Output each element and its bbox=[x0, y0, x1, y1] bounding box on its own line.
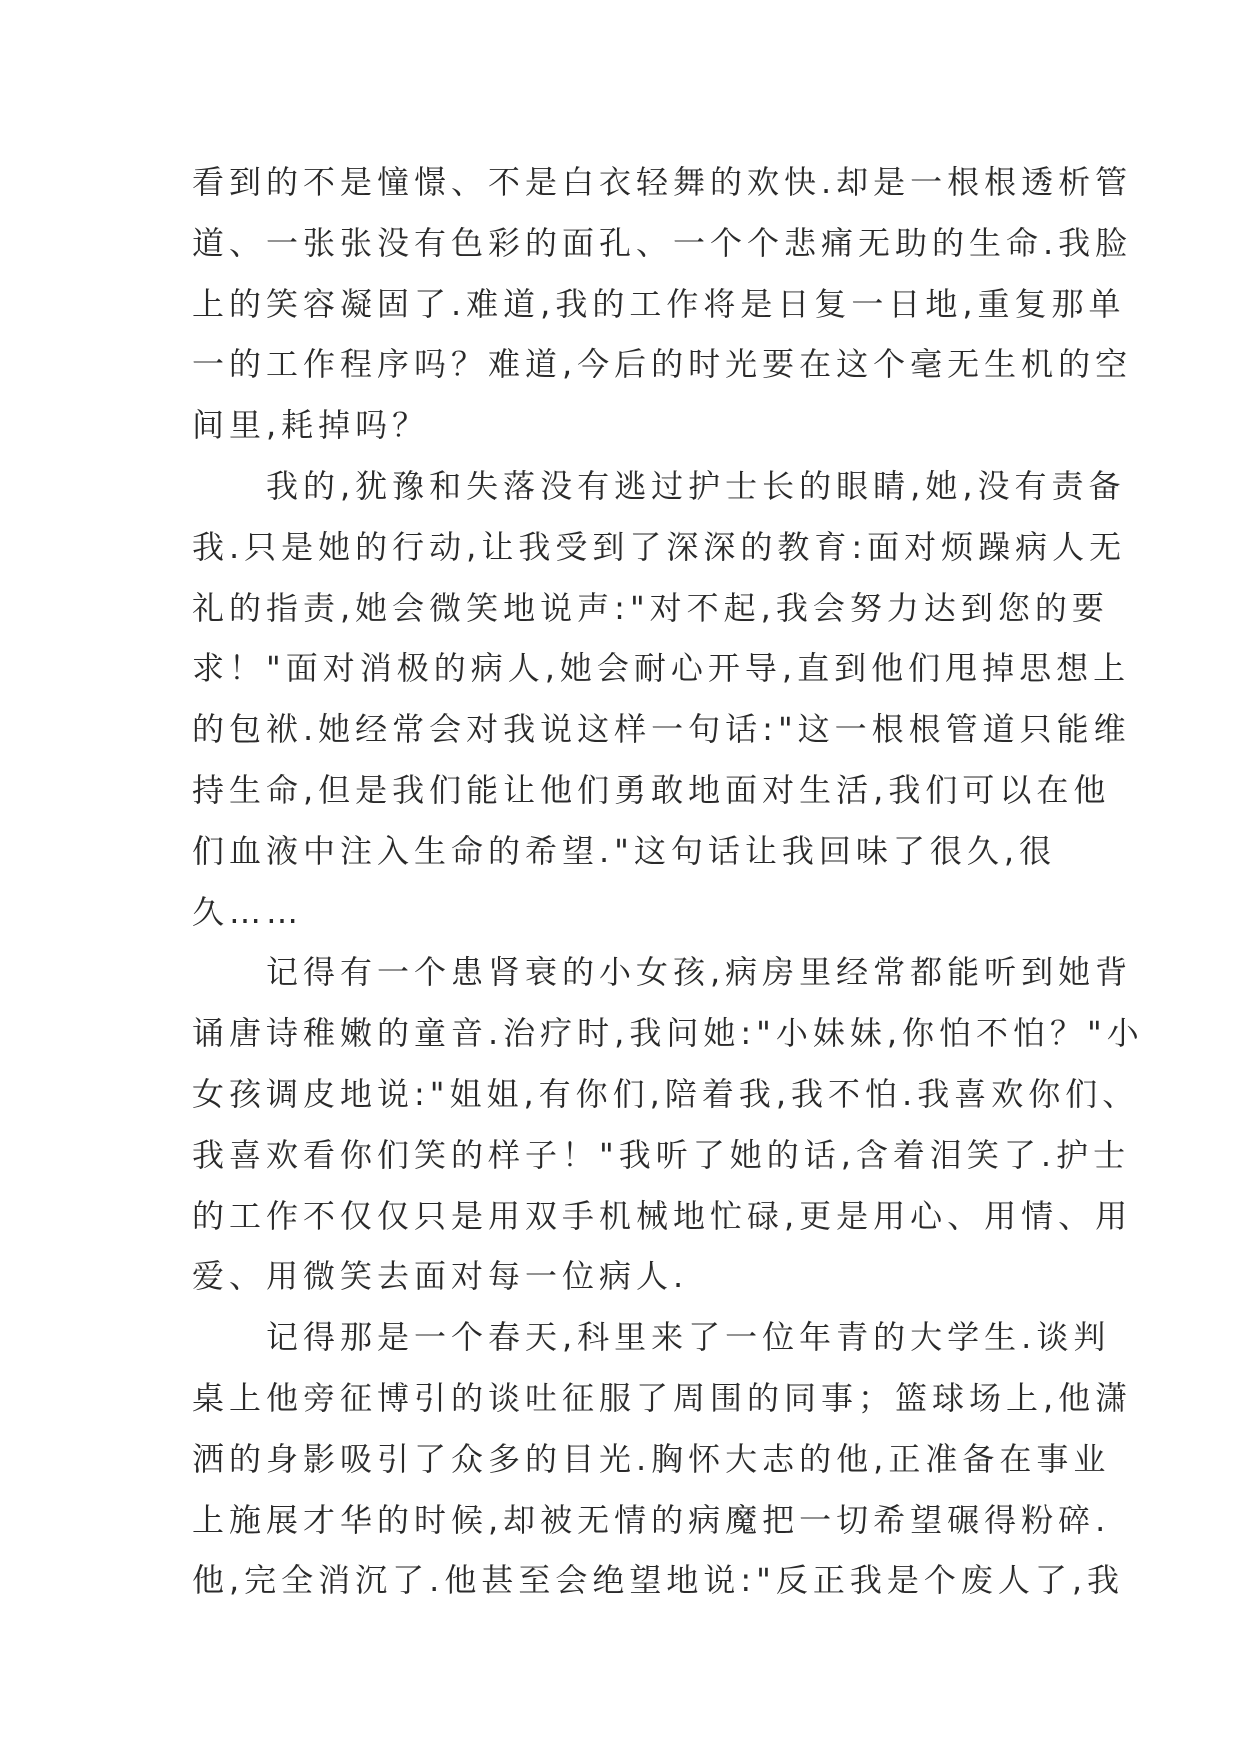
text-line: 我的,犹豫和失落没有逃过护士长的眼睛,她,没有责备 bbox=[192, 466, 1126, 505]
text-line: 上的笑容凝固了.难道,我的工作将是日复一日地,重复那单 bbox=[192, 284, 1126, 323]
text-line: 我.只是她的行动,让我受到了深深的教育:面对烦躁病人无 bbox=[192, 527, 1127, 566]
text-line: 记得有一个患肾衰的小女孩,病房里经常都能听到她背 bbox=[192, 953, 1133, 992]
text-line: 上施展才华的时候,却被无情的病魔把一切希望碾得粉碎. bbox=[192, 1500, 1111, 1539]
text-line: 洒的身影吸引了众多的目光.胸怀大志的他,正准备在事业 bbox=[192, 1439, 1111, 1478]
text-line: 间里,耗掉吗？ bbox=[192, 406, 430, 445]
text-line: 久…… bbox=[192, 892, 304, 931]
text-line: 爱、用微笑去面对每一位病人. bbox=[192, 1257, 689, 1296]
text-line: 持生命,但是我们能让他们勇敢地面对生活,我们可以在他 bbox=[192, 770, 1111, 809]
body-text bbox=[192, 152, 1144, 1611]
text-line: 一的工作程序吗？难道,今后的时光要在这个毫无生机的空 bbox=[192, 345, 1133, 384]
text-line: 道、一张张没有色彩的面孔、一个个悲痛无助的生命.我脸 bbox=[192, 223, 1133, 262]
text-line: 礼的指责,她会微笑地说声:"对不起,我会努力达到您的要 bbox=[192, 588, 1109, 627]
text-line: 求！"面对消极的病人,她会耐心开导,直到他们甩掉思想上 bbox=[192, 649, 1131, 688]
text-line: 记得那是一个春天,科里来了一位年青的大学生.谈判 bbox=[192, 1318, 1111, 1357]
text-line: 诵唐诗稚嫩的童音.治疗时,我问她:"小妹妹,你怕不怕？"小 bbox=[192, 1014, 1144, 1053]
text-line: 的包袱.她经常会对我说这样一句话:"这一根根管道只能维 bbox=[192, 710, 1131, 749]
text-line: 的工作不仅仅只是用双手机械地忙碌,更是用心、用情、用 bbox=[192, 1196, 1133, 1235]
text-line: 们血液中注入生命的希望."这句话让我回味了很久,很 bbox=[192, 831, 1057, 870]
text-line: 我喜欢看你们笑的样子！"我听了她的话,含着泪笑了.护士 bbox=[192, 1135, 1131, 1174]
text-line: 女孩调皮地说:"姐姐,有你们,陪着我,我不怕.我喜欢你们、 bbox=[192, 1074, 1140, 1113]
text-line: 他,完全消沉了.他甚至会绝望地说:"反正我是个废人了,我 bbox=[192, 1561, 1125, 1600]
text-line: 看到的不是憧憬、不是白衣轻舞的欢快.却是一根根透析管 bbox=[192, 163, 1133, 201]
text-line: 桌上他旁征博引的谈吐征服了周围的同事；篮球场上,他潇 bbox=[192, 1378, 1133, 1417]
